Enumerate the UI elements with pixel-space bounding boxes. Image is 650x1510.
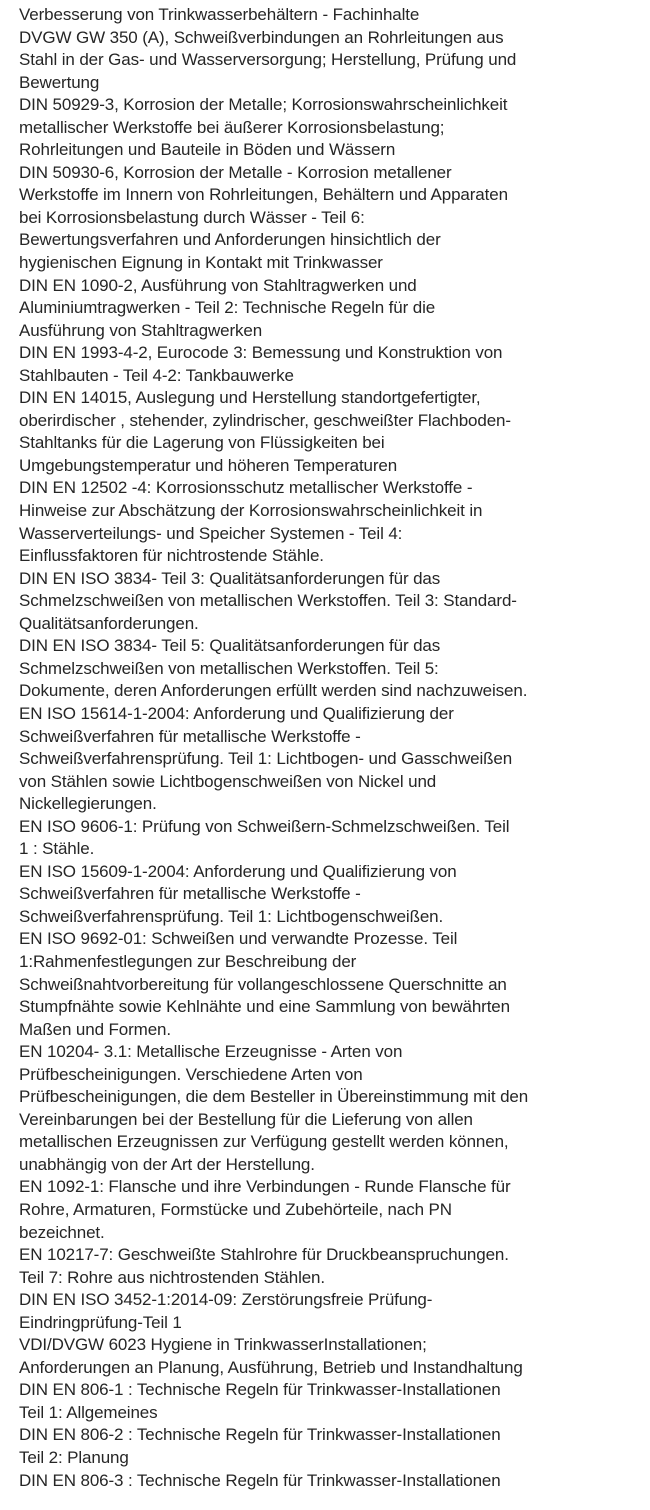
text-line: DIN EN 1090-2, Ausführung von Stahltragwerken und — [19, 275, 417, 295]
text-line: Teil 7: Rohre aus nichtrostenden Stählen. — [19, 1267, 325, 1287]
text-line: Schweißverfahrensprüfung. Teil 1: Lichtbogen- und Gasschweißen — [19, 749, 513, 769]
text-line: Nickellegierungen. — [19, 794, 157, 814]
text-line: Rohre, Armaturen, Formstücke und Zubehörteile, nach PN — [19, 1199, 452, 1219]
text-line: Vereinbarungen bei der Bestellung für die Lieferung von allen — [19, 1109, 473, 1129]
text-line: Dokumente, deren Anforderungen erfüllt werden sind nachzuweisen. — [19, 681, 528, 701]
text-line: DIN EN 806-3 : Technische Regeln für Trinkwasser-Installationen — [19, 1470, 501, 1490]
text-line: EN 10204- 3.1: Metallische Erzeugnisse - Arten von — [19, 1042, 403, 1062]
text-line: Teil 1: Allgemeines — [19, 1402, 158, 1422]
text-line: metallischer Werkstoffe bei äußerer Korrosionsbelastung; — [19, 117, 445, 137]
text-line: Umgebungstemperatur und höheren Temperaturen — [19, 455, 398, 475]
text-line: EN ISO 15614-1-2004: Anforderung und Qualifizierung der — [19, 703, 454, 723]
text-line: Verbesserung von Trinkwasserbehältern - Fachinhalte — [19, 5, 420, 24]
text-line: DIN 50930-6, Korrosion der Metalle - Korrosion metallener — [19, 162, 452, 182]
text-line: Rohrleitungen und Bauteile in Böden und Wässern — [19, 140, 396, 160]
text-line: Bewertungsverfahren und Anforderungen hinsichtlich der — [19, 230, 441, 250]
text-line: 1:Rahmenfestlegungen zur Beschreibung der — [19, 951, 357, 971]
text-line: EN 10217-7: Geschweißte Stahlrohre für Druckbeanspruchungen. — [19, 1245, 509, 1265]
text-line: Stumpfnähte sowie Kehlnähte und eine Sammlung von bewährten — [19, 997, 510, 1017]
text-line: Bewertung — [19, 72, 100, 92]
text-line: Einflussfaktoren für nichtrostende Stähle. — [19, 546, 324, 566]
text-line: EN ISO 9606-1: Prüfung von Schweißern-Schmelzschweißen. Teil — [19, 816, 510, 836]
text-line: Werkstoffe im Innern von Rohrleitungen, Behältern und Apparaten — [19, 185, 508, 205]
text-line: DIN EN 806-1 : Technische Regeln für Trinkwasser-Installationen — [19, 1380, 501, 1400]
text-line: Schmelzschweißen von metallischen Werkstoffen. Teil 3: Standard- — [19, 591, 517, 611]
text-line: DIN 50929-3, Korrosion der Metalle; Korrosionswahrscheinlichkeit — [19, 95, 508, 115]
text-line: Schweißverfahren für metallische Werkstoffe - — [19, 884, 361, 904]
text-line: DIN EN 806-2 : Technische Regeln für Trinkwasser-Installationen — [19, 1425, 501, 1445]
text-line: Eindringprüfung-Teil 1 — [19, 1312, 182, 1332]
text-line: Teil 2: Planung — [19, 1448, 129, 1467]
standards-list — [19, 4, 644, 1492]
text-line: Ausführung von Stahltragwerken — [19, 320, 263, 340]
text-line: Schweißverfahrensprüfung. Teil 1: Lichtbogenschweißen. — [19, 906, 444, 926]
text-line: Aluminiumtragwerken - Teil 2: Technische Regeln für die — [19, 298, 436, 318]
text-line: metallischen Erzeugnissen zur Verfügung gestellt werden können, — [19, 1132, 509, 1152]
text-line: Stahlbauten - Teil 4-2: Tankbauwerke — [19, 365, 294, 385]
text-line: Schmelzschweißen von metallischen Werkstoffen. Teil 5: — [19, 658, 439, 678]
text-line: VDI/DVGW 6023 Hygiene in TrinkwasserInstallationen; — [19, 1335, 427, 1355]
text-line: DIN EN 1993-4-2, Eurocode 3: Bemessung und Konstruktion von — [19, 343, 503, 363]
text-line: Schweißnahtvorbereitung für vollangeschlossene Querschnitte an — [19, 974, 507, 994]
text-line: DIN EN ISO 3834- Teil 3: Qualitätsanforderungen für das — [19, 568, 441, 588]
text-line: DIN EN 14015, Auslegung und Herstellung standortgefertigter, — [19, 388, 481, 408]
text-line: Stahl in der Gas- und Wasserversorgung; Herstellung, Prüfung und — [19, 50, 517, 70]
text-line: Schweißverfahren für metallische Werkstoffe - — [19, 726, 361, 746]
text-line: bei Korrosionsbelastung durch Wässer - Teil 6: — [19, 207, 365, 227]
text-line: Stahltanks für die Lagerung von Flüssigkeiten bei — [19, 433, 385, 453]
text-line: bezeichnet. — [19, 1222, 105, 1242]
text-line: Prüfbescheinigungen, die dem Besteller in Übereinstimmung mit den — [19, 1087, 529, 1107]
text-line: DIN EN ISO 3834- Teil 5: Qualitätsanforderungen für das — [19, 636, 441, 656]
text-line: von Stählen sowie Lichtbogenschweißen von Nickel und — [19, 771, 437, 791]
text-line: EN ISO 15609-1-2004: Anforderung und Qualifizierung von — [19, 861, 457, 881]
text-line: EN ISO 9692-01: Schweißen und verwandte Prozesse. Teil — [19, 929, 458, 949]
text-line: oberirdischer , stehender, zylindrischer, geschweißter Flachboden- — [19, 410, 511, 430]
text-line: Qualitätsanforderungen. — [19, 613, 199, 633]
text-line: Prüfbescheinigungen. Verschiedene Arten von — [19, 1064, 363, 1084]
text-line: DIN EN ISO 3452-1:2014-09: Zerstörungsfreie Prüfung- — [19, 1290, 433, 1310]
text-line: Wasserverteilungs- und Speicher Systemen - Teil 4: — [19, 523, 403, 543]
text-line: 1 : Stähle. — [19, 839, 95, 859]
text-line: EN 1092-1: Flansche und ihre Verbindungen - Runde Flansche für — [19, 1177, 511, 1197]
text-line: hygienischen Eignung in Kontakt mit Trinkwasser — [19, 253, 383, 273]
text-line: Maßen und Formen. — [19, 1019, 171, 1039]
text-line: Anforderungen an Planung, Ausführung, Betrieb und Instandhaltung — [19, 1357, 523, 1377]
text-line: unabhängig von der Art der Herstellung. — [19, 1154, 315, 1174]
text-line: Hinweise zur Abschätzung der Korrosionswahrscheinlichkeit in — [19, 501, 483, 521]
text-line: DVGW GW 350 (A), Schweißverbindungen an Rohrleitungen aus — [19, 27, 504, 47]
text-line: DIN EN 12502 -4: Korrosionsschutz metallischer Werkstoffe - — [19, 478, 473, 498]
